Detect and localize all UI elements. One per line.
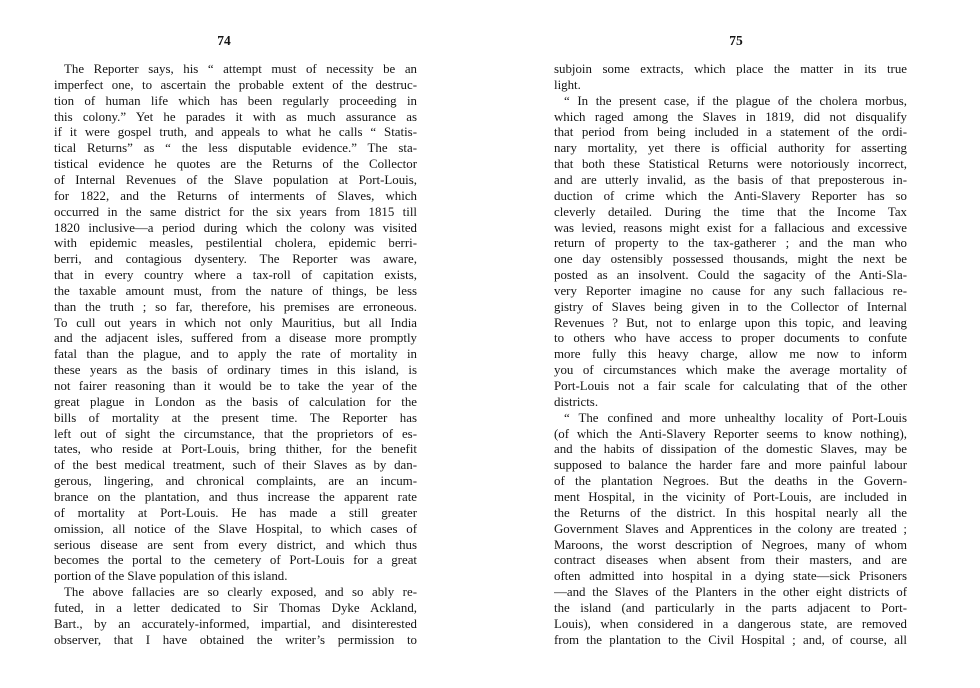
text-line: Port-Louis not a fair scale for calculating that of the other bbox=[554, 379, 907, 393]
text-line: to others who have access to proper documents to confute bbox=[554, 331, 907, 346]
text-line: that period from being included in a statement of the ordi- bbox=[554, 125, 907, 140]
text-line: imperfect one, to ascertain the probable extent of the destruc- bbox=[54, 77, 417, 92]
text-line: and are utterly invalid, as the basis of that preposterous in- bbox=[554, 172, 907, 187]
text-line: from the plantation to the Civil Hospital ; and, of course, all bbox=[554, 632, 907, 647]
text-line: gerous, lingering, and chronical complaints, are an incum- bbox=[54, 474, 417, 489]
text-line: (of which the Anti-Slavery Reporter seems to know nothing), bbox=[554, 426, 907, 441]
text-line: posted as an insolvent. Could the sagacity of the Anti-Sla- bbox=[554, 268, 907, 283]
text-line: the Returns of the district. In this hospital nearly all the bbox=[554, 505, 907, 520]
text-line: of Internal Revenues of the Slave population at Port-Louis, bbox=[54, 172, 417, 187]
text-line: berri, and contagious dysentery. The Reporter was aware, bbox=[54, 252, 417, 267]
text-line: occurred in the same district for the six years from 1815 till bbox=[54, 204, 417, 219]
text-line: tates, who reside at Port-Louis, bring thither, for the benefit bbox=[54, 442, 417, 457]
text-line: omission, all notice of the Slave Hospital, to which cases of bbox=[54, 521, 417, 536]
text-line: one day ostensibly possessed thousands, might the next be bbox=[554, 252, 907, 267]
text-line: To cull out years in which not only Mauritius, but all India bbox=[54, 315, 417, 330]
text-line: light. bbox=[554, 77, 581, 92]
text-line: these years as the basis of ordinary times in this island, is bbox=[54, 363, 417, 378]
text-line: and the adjacent isles, suffered from a disease more promptly bbox=[54, 331, 417, 346]
text-line: that in every country where a tax-roll of capitation exists, bbox=[54, 268, 417, 283]
text-line: Government Slaves and Apprentices in the colony are treated ; bbox=[554, 521, 907, 536]
text-line: observer, that I have obtained the writer’s permission to bbox=[54, 632, 417, 647]
text-line: supposed to balance the harder fare and more painful labour bbox=[554, 458, 907, 473]
text-line: great plague in London as the basis of calculation for the bbox=[54, 394, 417, 409]
text-line: —and the Slaves of the Planters in the other eight districts of bbox=[554, 585, 907, 600]
text-line: left out of sight the circumstance, that the proprietors of es- bbox=[54, 426, 417, 441]
text-line: you of circumstances which make the average mortality of bbox=[554, 363, 907, 378]
text-line: Louis), when considered in a dangerous state, are removed bbox=[554, 616, 907, 631]
text-line: more fully this heavy charge, allow me now to inform bbox=[554, 347, 907, 362]
text-line: bills of mortality at the present time. The Reporter has bbox=[54, 410, 417, 425]
text-line: was levied, reasons might exist for a fallacious and excessive bbox=[554, 220, 907, 235]
text-line: brance on the plantation, and thus increase the apparent rate bbox=[54, 489, 417, 504]
text-line: serious disease are sent from every district, and which thus bbox=[54, 537, 417, 552]
text-line: Maroons, the worst description of Negroes, many of whom bbox=[554, 537, 907, 552]
text-line: Revenues ? But, not to enlarge upon this topic, and leaving bbox=[554, 315, 907, 330]
text-line: tical Returns” as “ the less disputable evidence.” The sta- bbox=[54, 141, 417, 156]
text-line: becomes the portal to the cemetery of Port-Louis for a great bbox=[54, 553, 417, 568]
text-line: The above fallacies are so clearly exposed, and so ably re- bbox=[64, 585, 417, 600]
text-line: portion of the Slave population of this island. bbox=[54, 569, 288, 584]
text-line: ment Hospital, in the vicinity of Port-Louis, are included in bbox=[554, 489, 907, 504]
text-line: “ The confined and more unhealthy locality of Port-Louis bbox=[564, 410, 907, 425]
text-line: fatal than the plague, and to apply the rate of mortality in bbox=[54, 347, 417, 362]
text-line: contract diseases when absent from their masters, and are bbox=[554, 553, 907, 568]
text-line: for 1822, and the Returns of interments of Slaves, which bbox=[54, 188, 417, 203]
text-line: and the habits of dissipation of the domestic Slaves, may be bbox=[554, 442, 907, 457]
text-line: tion of human life which has been regularly proceeding in bbox=[54, 93, 417, 108]
text-line: the island (and particularly in the parts adjacent to Port- bbox=[554, 600, 907, 615]
text-line: not fairer reasoning than it would be to take the year of the bbox=[54, 379, 417, 393]
text-line: The Reporter says, his “ attempt must of necessity be an bbox=[64, 62, 417, 76]
right-page bbox=[490, 0, 980, 688]
text-line: futed, in a letter dedicated to Sir Thomas Dyke Ackland, bbox=[54, 600, 417, 615]
text-line: gistry of Slaves being given in to the Collector of Internal bbox=[554, 299, 907, 314]
page-number: 75 bbox=[729, 33, 743, 48]
text-line: tistical evidence he quotes are the Returns of the Collector bbox=[54, 157, 417, 172]
text-line: of mortality at Port-Louis. He has made a still greater bbox=[54, 505, 417, 520]
text-line: of the best medical treatment, such of their Slaves as by dan- bbox=[54, 458, 417, 473]
text-line: the taxable amount must, from the nature of things, be less bbox=[54, 283, 417, 298]
text-line: if it were gospel truth, and appeals to what he calls “ Statis- bbox=[54, 125, 417, 140]
text-line: 1820 inclusive—a period during which the colony was visited bbox=[54, 220, 417, 235]
text-line: often admitted into hospital in a dying state—sick Prisoners bbox=[554, 569, 907, 584]
text-line: which raged among the Slaves in 1819, did not disqualify bbox=[554, 109, 907, 124]
text-line: Bart., by an accurately-informed, impartial, and disinterested bbox=[54, 616, 417, 631]
text-line: very Reporter imagine no cause for any such fallacious re- bbox=[554, 283, 907, 298]
text-line: with epidemic measles, pestilential cholera, epidemic berri- bbox=[54, 236, 417, 251]
text-line: return of property to the tax-gatherer ; and the man who bbox=[554, 236, 907, 251]
text-line: subjoin some extracts, which place the matter in its true bbox=[554, 62, 907, 76]
text-line: districts. bbox=[554, 394, 599, 409]
text-line: cleverly detailed. During the time that the Income Tax bbox=[554, 204, 907, 219]
text-line: nary mortality, yet there is official authority for asserting bbox=[554, 141, 907, 156]
text-line: that both these Statistical Returns were notoriously incorrect, bbox=[554, 157, 907, 172]
page-number: 74 bbox=[217, 33, 231, 48]
text-line: than the truth ; so far, therefore, his premises are erroneous. bbox=[54, 299, 417, 314]
text-line: duction of crime which the Anti-Slavery Reporter has so bbox=[554, 188, 907, 203]
text-line: this colony.” Yet he parades it with as much assurance as bbox=[54, 109, 417, 124]
text-line: “ In the present case, if the plague of the cholera morbus, bbox=[564, 93, 907, 108]
text-line: of the plantation Negroes. But the deaths in the Govern- bbox=[554, 474, 907, 489]
